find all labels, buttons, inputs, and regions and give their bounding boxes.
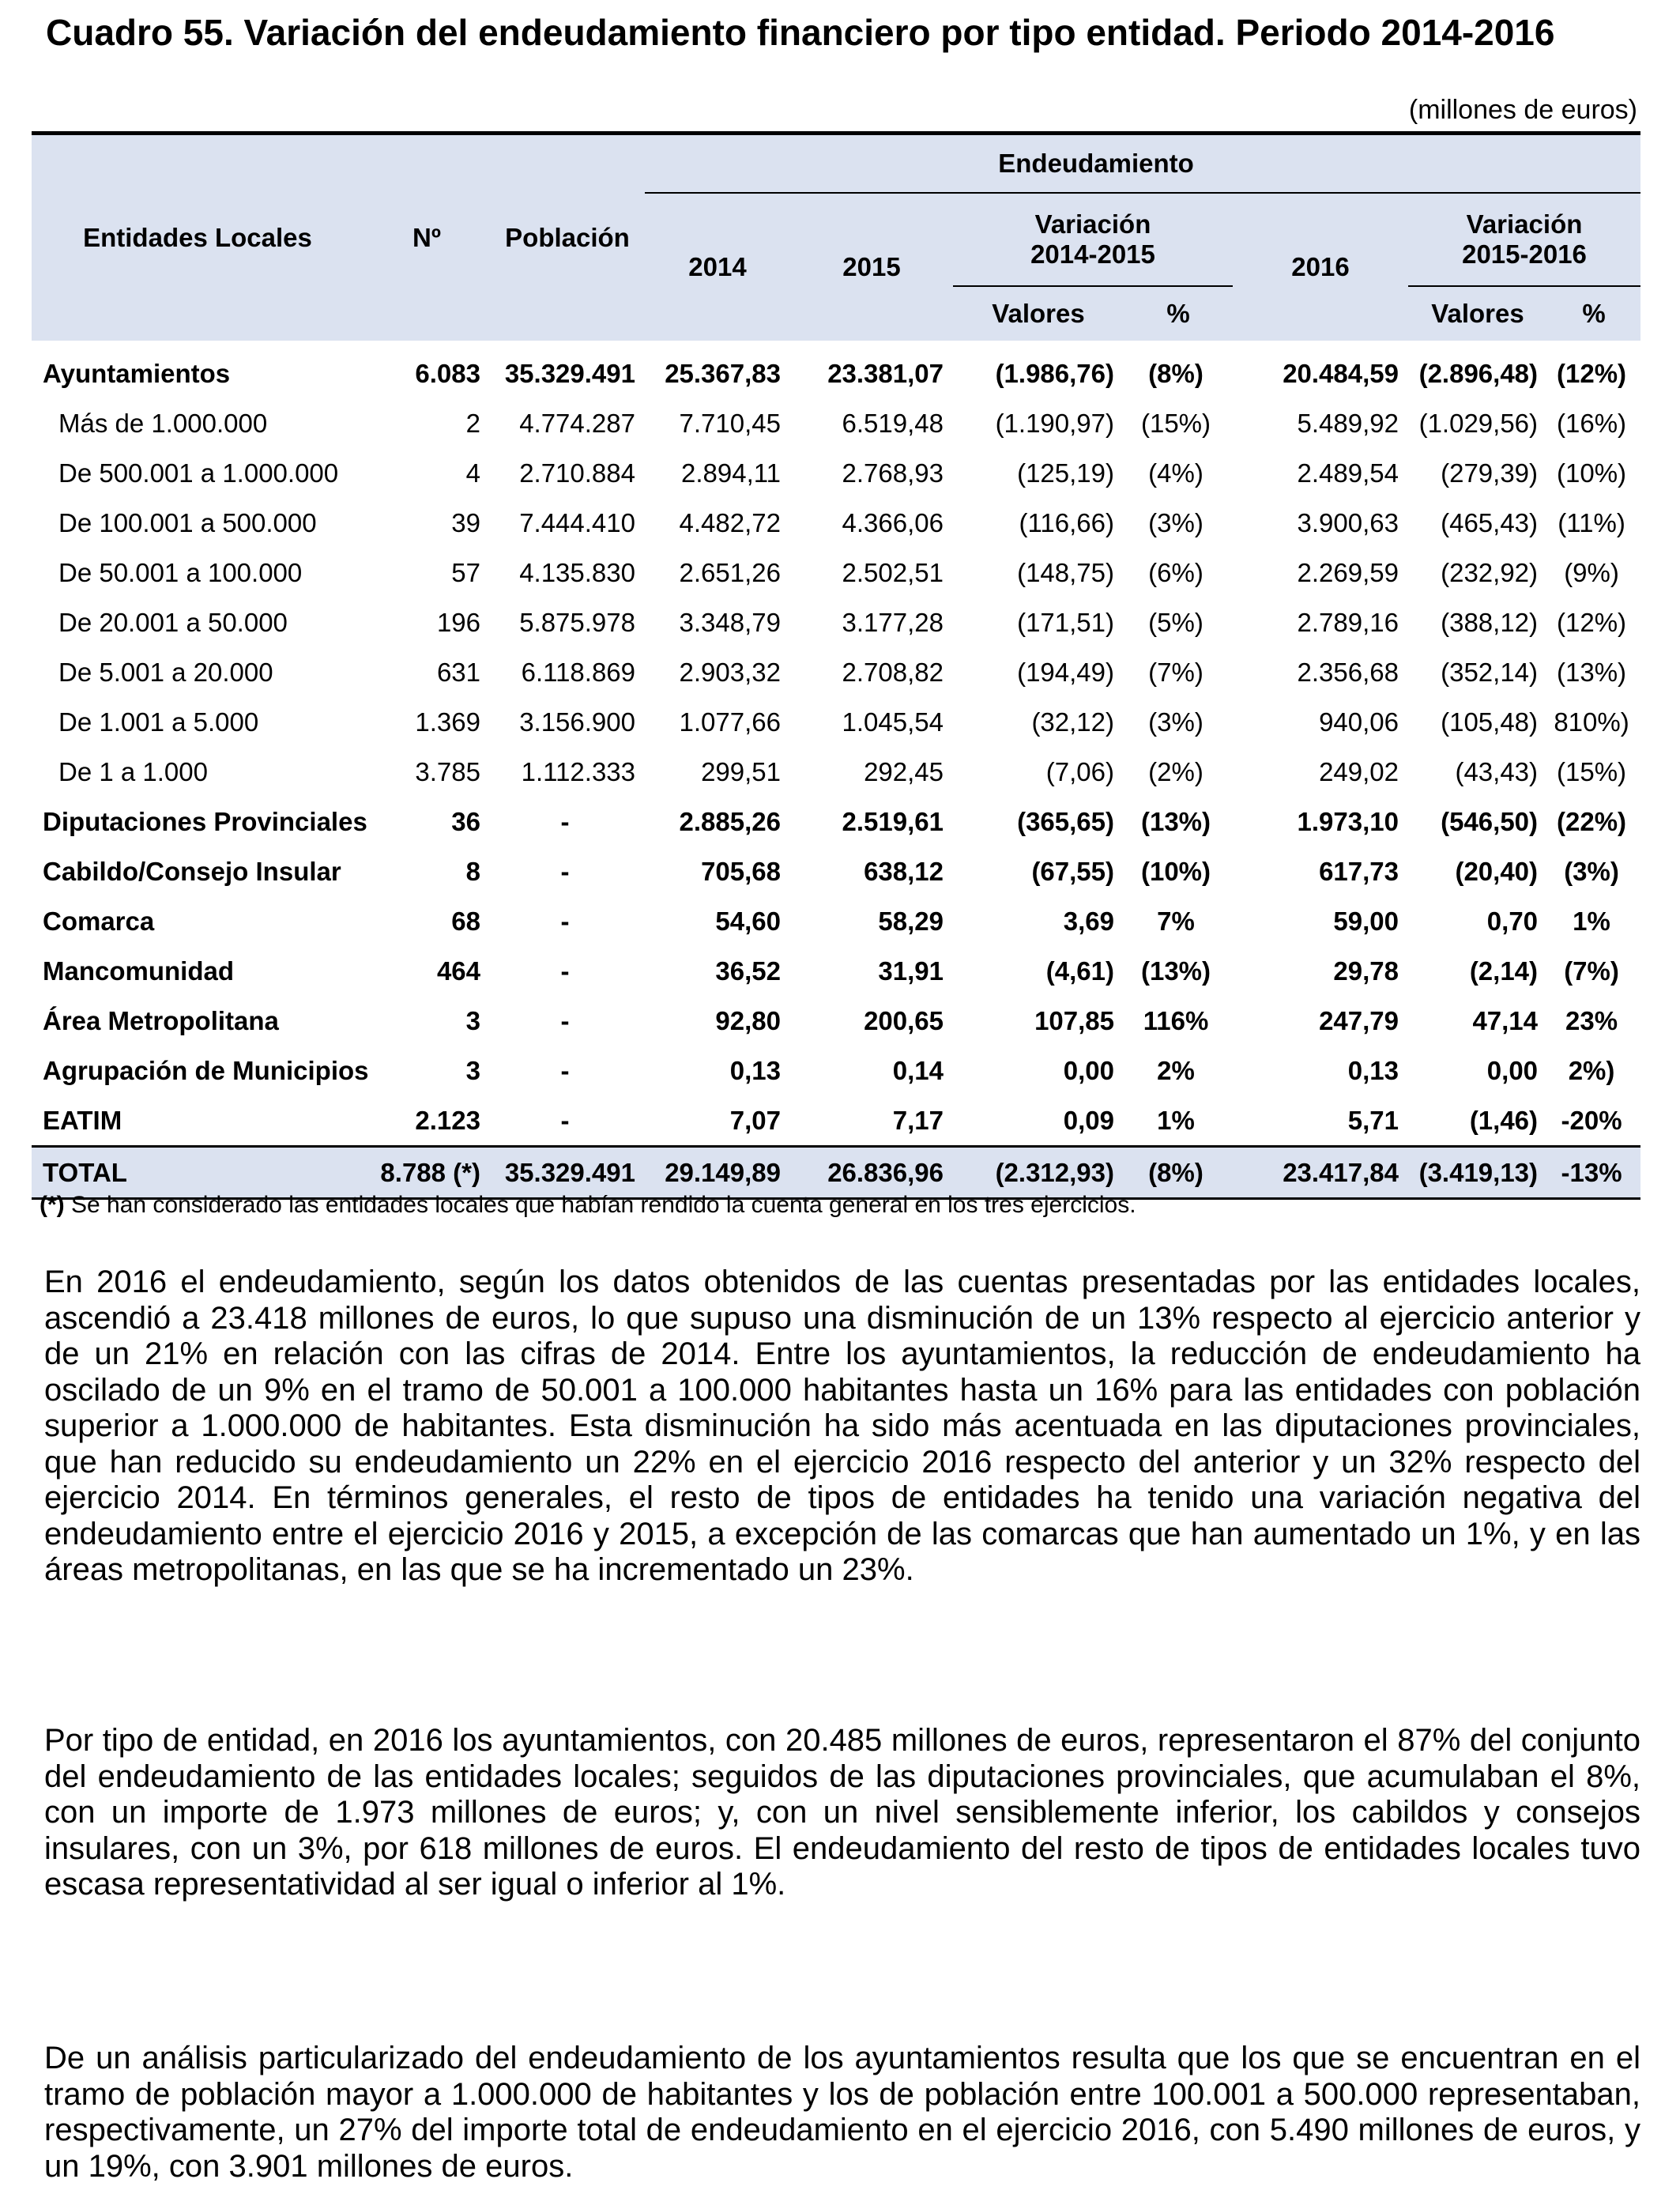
table-row: [32, 398, 1640, 448]
table-header: [32, 134, 1640, 341]
cell-2014: 36,52: [715, 956, 781, 986]
cell-n: 68: [451, 906, 480, 936]
cell-var1: (171,51): [1017, 607, 1114, 637]
cell-2016: 29,78: [1333, 956, 1399, 986]
cell-poblacion: -: [560, 856, 570, 886]
cell-2016: 617,73: [1319, 856, 1399, 886]
cell-2014: 2.903,32: [679, 657, 781, 687]
table-title: Cuadro 55. Variación del endeudamiento financiero por tipo entidad. Periodo 2014-2016: [46, 12, 1555, 53]
cell-label: Comarca: [43, 906, 155, 936]
cell-pct2: 810%): [1554, 707, 1629, 737]
cell-pct1: (2%): [1148, 756, 1203, 786]
cell-pct2: (22%): [1557, 806, 1627, 836]
header-2015: 2015: [790, 193, 953, 341]
cell-2015: 1.045,54: [842, 707, 944, 737]
cell-2016: 247,79: [1319, 1005, 1399, 1035]
cell-poblacion: 5.875.978: [519, 607, 635, 637]
cell-pct1: (6%): [1148, 557, 1203, 587]
total-cell-pct1: (8%): [1124, 1147, 1233, 1199]
table-row: [32, 946, 1640, 996]
cell-2015: 2.502,51: [842, 557, 944, 587]
cell-label: De 100.001 a 500.000: [58, 507, 317, 537]
cell-n: 3: [465, 1005, 480, 1035]
table-row: [32, 341, 1640, 398]
cell-var1: (4,61): [1045, 956, 1114, 986]
cell-poblacion: 3.156.900: [519, 707, 635, 737]
header-valores-2: Valores: [1408, 286, 1547, 341]
total-cell-n: 8.788 (*): [363, 1147, 490, 1199]
cell-2016: 940,06: [1319, 707, 1399, 737]
cell-2016: 2.269,59: [1297, 557, 1399, 587]
cell-var1: (148,75): [1017, 557, 1114, 587]
cell-pct2: 23%: [1565, 1005, 1618, 1035]
cell-n: 2: [465, 408, 480, 438]
cell-2016: 5,71: [1347, 1105, 1399, 1135]
cell-2014: 7.710,45: [679, 408, 781, 438]
table-row: [32, 548, 1640, 598]
cell-pct2: (9%): [1564, 557, 1619, 587]
cell-n: 3: [465, 1055, 480, 1085]
cell-n: 196: [436, 607, 480, 637]
cell-label: Ayuntamientos: [43, 358, 231, 388]
cell-n: 2.123: [415, 1105, 480, 1135]
cell-pct1: 7%: [1157, 906, 1195, 936]
cell-poblacion: -: [560, 1105, 570, 1135]
cell-var1: (67,55): [1031, 856, 1114, 886]
cell-pct2: (13%): [1557, 657, 1627, 687]
cell-2016: 5.489,92: [1297, 408, 1399, 438]
cell-2014: 705,68: [701, 856, 781, 886]
cell-poblacion: 4.135.830: [519, 557, 635, 587]
cell-var2: 0,70: [1486, 906, 1539, 936]
cell-2014: 2.651,26: [679, 557, 781, 587]
cell-2014: 7,07: [729, 1105, 781, 1135]
cell-var1: (116,66): [1019, 507, 1114, 537]
cell-2014: 1.077,66: [679, 707, 781, 737]
cell-2016: 20.484,59: [1283, 358, 1399, 388]
cell-2014: 2.894,11: [680, 458, 781, 488]
header-valores-1: Valores: [953, 286, 1124, 341]
cell-var1: (7,06): [1045, 756, 1114, 786]
cell-pct1: (5%): [1148, 607, 1203, 637]
cell-label: EATIM: [43, 1105, 122, 1135]
cell-var2: (105,48): [1441, 707, 1539, 737]
table-row: [32, 448, 1640, 498]
cell-2015: 2.708,82: [842, 657, 944, 687]
cell-pct1: (13%): [1140, 806, 1211, 836]
cell-pct2: 2%): [1568, 1055, 1615, 1085]
cell-2014: 4.482,72: [679, 507, 781, 537]
cell-n: 4: [465, 458, 480, 488]
header-n: Nº: [363, 134, 490, 341]
cell-pct2: (16%): [1557, 408, 1627, 438]
cell-poblacion: 1.112.333: [521, 756, 635, 786]
cell-pct2: 1%: [1573, 906, 1610, 936]
cell-label: Cabildo/Consejo Insular: [43, 856, 341, 886]
cell-label: De 1.001 a 5.000: [58, 707, 259, 737]
cell-var1: (125,19): [1017, 458, 1114, 488]
cell-2016: 1.973,10: [1297, 806, 1399, 836]
cell-2016: 0,13: [1347, 1055, 1399, 1085]
table-row: [32, 896, 1640, 946]
cell-n: 631: [436, 657, 480, 687]
cell-pct2: (11%): [1558, 507, 1625, 537]
total-cell-var1: (2.312,93): [953, 1147, 1124, 1199]
cell-2016: 2.789,16: [1297, 607, 1399, 637]
cell-var2: (2,14): [1469, 956, 1539, 986]
table-row: [32, 598, 1640, 647]
cell-n: 3.785: [415, 756, 480, 786]
paragraph-1: En 2016 el endeudamiento, según los datos obtenidos de las cuentas presentadas por las entidades locales, ascendió a 23.418 millones de euros, lo que supuso una disminución de un 13% respecto al ejercicio anterior y de un 21% en relación con las cifras de 2014. Entre los ayuntamientos, la reducción de endeudamiento ha oscilado de un 9% en el tramo de 50.001 a 100.000 habitantes hasta un 16% para las entidades con población superior a 1.000.000 de habitantes. Esta disminución ha sido más acentuada en las diputaciones provinciales, que han reducido su endeudamiento un 22% en el ejercicio 2016 respecto del anterior y un 32% respecto del ejercicio 2014. En términos generales, el resto de tipos de entidades ha tenido una variación negativa del endeudamiento entre el ejercicio 2016 y 2015, a excepción de las comarcas que han aumentado un 1%, y en las áreas metropolitanas, en las que se ha incrementado un 23%.: [44, 1265, 1640, 1587]
cell-poblacion: 4.774.287: [519, 408, 635, 438]
cell-2015: 292,45: [864, 756, 944, 786]
header-2014: 2014: [645, 193, 790, 341]
cell-var1: (32,12): [1031, 707, 1114, 737]
total-cell-var2: (3.419,13): [1408, 1147, 1547, 1199]
cell-var1: 107,85: [1034, 1005, 1114, 1035]
table-row: [32, 747, 1640, 797]
cell-var1: (365,65): [1017, 806, 1114, 836]
cell-pct2: (12%): [1557, 358, 1627, 388]
header-2016: 2016: [1233, 193, 1408, 341]
cell-pct2: (15%): [1557, 756, 1627, 786]
paragraph-3: De un análisis particularizado del endeudamiento de los ayuntamientos resulta que los que se encuentran en el tramo de población mayor a 1.000.000 de habitantes y los de población entre 100.001 a 500.000 representaban, respectivamente, un 27% del importe total de endeudamiento en el ejercicio 2016, con 5.490 millones de euros, y un 19%, con 3.901 millones de euros.: [44, 2041, 1640, 2184]
cell-2015: 6.519,48: [842, 408, 944, 438]
cell-var2: 0,00: [1486, 1055, 1539, 1085]
cell-n: 39: [451, 507, 480, 537]
cell-var2: (232,92): [1441, 557, 1539, 587]
cell-2014: 25.367,83: [665, 358, 781, 388]
cell-pct2: (7%): [1564, 956, 1619, 986]
table-row: [32, 846, 1640, 896]
header-poblacion: Población: [490, 134, 645, 341]
footnote-text: Se han considerado las entidades locales que habían rendido la cuenta general en los tres ejercicios.: [64, 1192, 1136, 1218]
cell-poblacion: -: [560, 1005, 570, 1035]
cell-var1: (194,49): [1017, 657, 1114, 687]
header-spacer: [1547, 134, 1640, 194]
cell-var2: (1,46): [1469, 1105, 1539, 1135]
cell-label: De 5.001 a 20.000: [58, 657, 273, 687]
table-row: [32, 697, 1640, 747]
cell-2015: 3.177,28: [842, 607, 944, 637]
cell-2015: 31,91: [878, 956, 944, 986]
header-pct-2: %: [1547, 286, 1640, 341]
cell-var2: (20,40): [1455, 856, 1539, 886]
header-entidades: Entidades Locales: [32, 134, 363, 341]
cell-poblacion: -: [560, 956, 570, 986]
header-var-2015-2016: Variación 2015-2016: [1408, 193, 1640, 286]
cell-var2: (1.029,56): [1418, 408, 1539, 438]
cell-2015: 7,17: [892, 1105, 944, 1135]
cell-pct1: (4%): [1148, 458, 1203, 488]
cell-pct1: (15%): [1140, 408, 1211, 438]
cell-var2: (2.896,48): [1418, 358, 1539, 388]
table-row: [32, 996, 1640, 1046]
cell-pct1: (8%): [1148, 358, 1203, 388]
table-body: [32, 341, 1640, 1199]
cell-n: 1.369: [415, 707, 480, 737]
cell-var1: (1.986,76): [995, 358, 1114, 388]
cell-pct2: (3%): [1564, 856, 1619, 886]
table-row: [32, 1046, 1640, 1095]
cell-2016: 3.900,63: [1297, 507, 1399, 537]
cell-n: 8: [465, 856, 480, 886]
cell-2014: 299,51: [701, 756, 781, 786]
cell-pct1: (3%): [1148, 507, 1203, 537]
cell-var1: (1.190,97): [995, 408, 1114, 438]
cell-var2: (43,43): [1455, 756, 1539, 786]
cell-2015: 200,65: [864, 1005, 944, 1035]
cell-var1: 0,00: [1063, 1055, 1114, 1085]
cell-label: Mancomunidad: [43, 956, 235, 986]
cell-2014: 0,13: [729, 1055, 781, 1085]
cell-var2: (388,12): [1441, 607, 1539, 637]
cell-2014: 3.348,79: [679, 607, 781, 637]
cell-2015: 58,29: [878, 906, 944, 936]
cell-pct1: 2%: [1157, 1055, 1195, 1085]
cell-pct2: -20%: [1561, 1105, 1622, 1135]
cell-label: De 50.001 a 100.000: [58, 557, 303, 587]
cell-2015: 23.381,07: [827, 358, 944, 388]
cell-poblacion: -: [560, 806, 570, 836]
cell-poblacion: 6.118.869: [521, 657, 635, 687]
cell-var1: 0,09: [1063, 1105, 1114, 1135]
cell-var2: (279,39): [1441, 458, 1539, 488]
cell-pct1: (13%): [1140, 956, 1211, 986]
cell-label: De 1 a 1.000: [58, 756, 208, 786]
table-row: [32, 797, 1640, 846]
cell-2016: 2.356,68: [1297, 657, 1399, 687]
total-cell-poblacion: 35.329.491: [490, 1147, 645, 1199]
cell-2015: 0,14: [892, 1055, 944, 1085]
header-pct-1: %: [1124, 286, 1233, 341]
cell-var2: (546,50): [1441, 806, 1539, 836]
footnote: [40, 1192, 1136, 1219]
cell-2016: 59,00: [1333, 906, 1399, 936]
table-row: [32, 647, 1640, 697]
cell-label: De 500.001 a 1.000.000: [58, 458, 339, 488]
cell-pct2: (12%): [1557, 607, 1627, 637]
cell-label: Más de 1.000.000: [58, 408, 268, 438]
cell-label: De 20.001 a 50.000: [58, 607, 288, 637]
cell-poblacion: 35.329.491: [504, 358, 635, 388]
cell-label: Agrupación de Municipios: [43, 1055, 369, 1085]
cell-pct1: 1%: [1157, 1105, 1195, 1135]
debt-table: [32, 131, 1640, 1200]
cell-2015: 638,12: [864, 856, 944, 886]
cell-pct1: 116%: [1143, 1005, 1209, 1035]
cell-var2: (352,14): [1441, 657, 1539, 687]
cell-2015: 4.366,06: [842, 507, 944, 537]
cell-var1: 3,69: [1063, 906, 1114, 936]
cell-2016: 249,02: [1319, 756, 1399, 786]
cell-label: Área Metropolitana: [43, 1005, 279, 1035]
cell-label: Diputaciones Provinciales: [43, 806, 367, 836]
cell-n: 6.083: [415, 358, 480, 388]
cell-pct2: (10%): [1557, 458, 1627, 488]
header-endeudamiento: Endeudamiento: [645, 134, 1547, 194]
total-cell-label: TOTAL: [32, 1147, 363, 1199]
table-row: [32, 498, 1640, 548]
total-cell-pct2: -13%: [1547, 1147, 1640, 1199]
cell-n: 57: [451, 557, 480, 587]
cell-poblacion: 7.444.410: [519, 507, 635, 537]
cell-2014: 92,80: [715, 1005, 781, 1035]
header-var-2014-2015: Variación 2014-2015: [953, 193, 1233, 286]
cell-2014: 2.885,26: [679, 806, 781, 836]
cell-pct1: (7%): [1148, 657, 1203, 687]
cell-pct1: (3%): [1148, 707, 1203, 737]
cell-n: 464: [436, 956, 480, 986]
cell-2016: 2.489,54: [1297, 458, 1399, 488]
cell-var2: (465,43): [1441, 507, 1539, 537]
total-cell-2014: 29.149,89: [645, 1147, 790, 1199]
cell-poblacion: -: [560, 1055, 570, 1085]
cell-var2: 47,14: [1472, 1005, 1539, 1035]
total-cell-2016: 23.417,84: [1233, 1147, 1408, 1199]
cell-2015: 2.768,93: [842, 458, 944, 488]
cell-pct1: (10%): [1140, 856, 1211, 886]
table-row: [32, 1095, 1640, 1147]
paragraph-2: Por tipo de entidad, en 2016 los ayuntamientos, con 20.485 millones de euros, representaron el 87% del conjunto del endeudamiento de las entidades locales; seguidos de las diputaciones provinciales, que acumulaban el 8%, con un importe de 1.973 millones de euros; y, con un nivel sensiblemente inferior, los cabildos y consejos insulares, con un 3%, por 618 millones de euros. El endeudamiento del resto de tipos de entidades locales tuvo escasa representatividad al ser igual o inferior al 1%.: [44, 1723, 1640, 1902]
units-label: (millones de euros): [1408, 95, 1637, 125]
cell-2014: 54,60: [715, 906, 781, 936]
footnote-mark: (*): [40, 1192, 65, 1218]
total-cell-2015: 26.836,96: [790, 1147, 953, 1199]
cell-poblacion: -: [560, 906, 570, 936]
cell-n: 36: [451, 806, 480, 836]
cell-poblacion: 2.710.884: [519, 458, 635, 488]
cell-2015: 2.519,61: [842, 806, 944, 836]
table-row-total: [32, 1147, 1640, 1199]
